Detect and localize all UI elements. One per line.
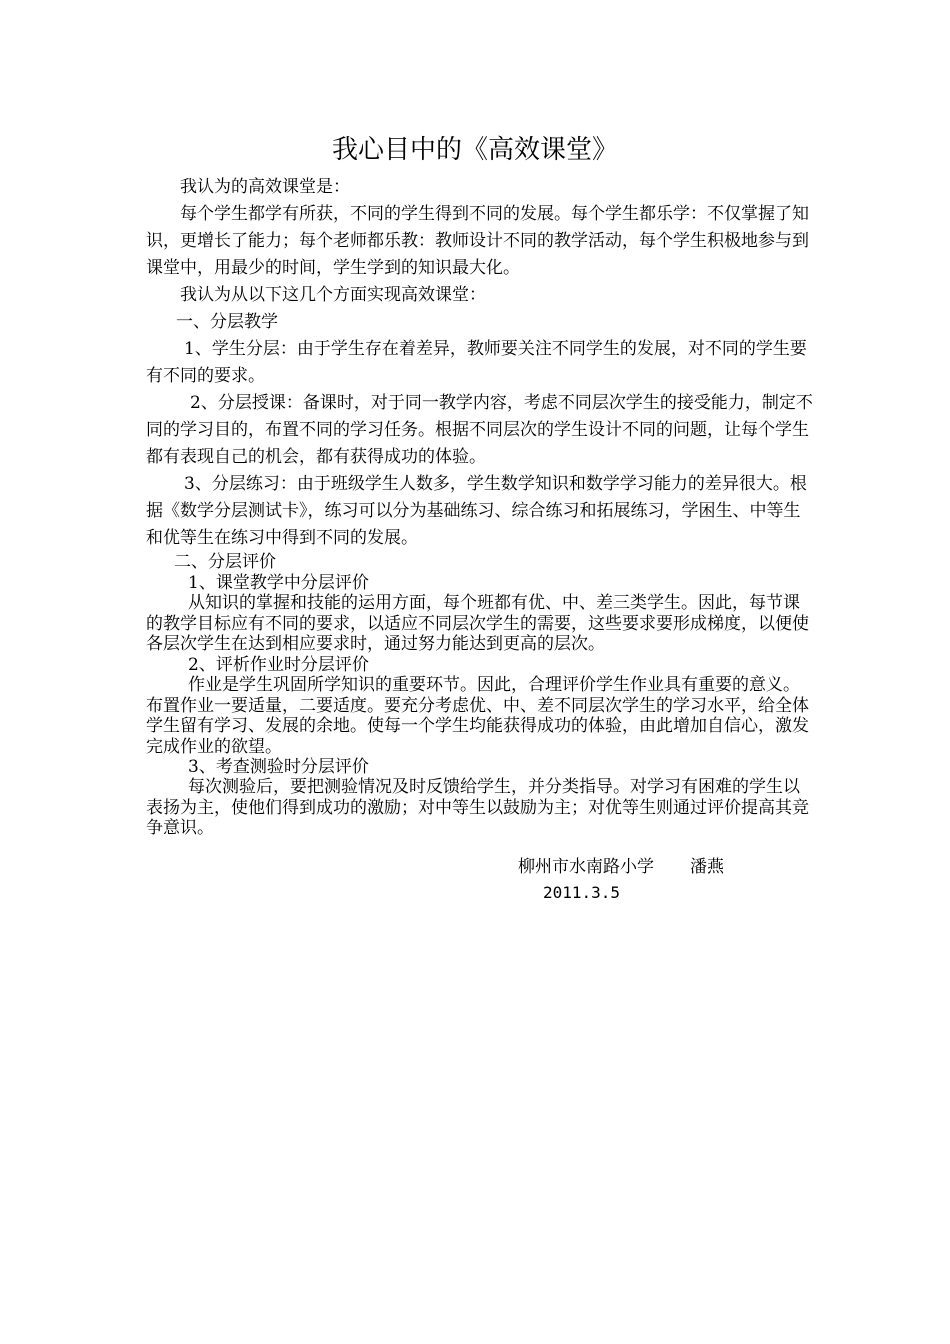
subheading-classroom-evaluation: 1、课堂教学中分层评价 — [188, 573, 369, 593]
document-title: 我心目中的《高效课堂》 — [331, 135, 618, 165]
signature-line — [518, 854, 724, 880]
paragraph-student-layering: 1、学生分层：由于学生存在着差异，教师要关注不同学生的发展，对不同的学生要有不同的要求。 — [146, 339, 807, 386]
signature-school: 柳州市水南路小学 — [518, 857, 654, 877]
paragraph-homework-evaluation: 作业是学生巩固所学知识的重要环节。因此，合理评价学生作业具有重要的意义。布置作业一要适量，二要适度。要充分考虑优、中、差不同层次学生的学习水平，给全体学生留有学习、发展的余地。使每一个学生均能获得成功的体验，由此增加自信心，激发完成作业的欲望。 — [146, 675, 809, 757]
section-heading-layered-teaching: 一、分层教学 — [176, 312, 278, 332]
signature-author: 潘燕 — [690, 857, 724, 877]
paragraph-intro-heading: 我认为的高效课堂是： — [180, 177, 350, 197]
signature-date: 2011.3.5 — [543, 883, 621, 902]
paragraph-layered-lessons: 2、分层授课：备课时，对于同一教学内容，考虑不同层次学生的接受能力，制定不同的学习目的，布置不同的学习任务。根据不同层次的学生设计不同的问题，让每个学生都有表现自己的机会，都有获得成功的体验。 — [146, 393, 813, 467]
paragraph-approach-heading: 我认为从以下这几个方面实现高效课堂： — [180, 285, 486, 305]
paragraph-classroom-evaluation: 从知识的掌握和技能的运用方面，每个班都有优、中、差三类学生。因此，每节课的教学目标应有不同的要求，以适应不同层次学生的需要，这些要求要形成梯度，以便使各层次学生在达到相应要求时，通过努力能达到更高的层次。 — [146, 593, 809, 654]
paragraph-test-evaluation: 每次测验后，要把测验情况及时反馈给学生，并分类指导。对学习有困难的学生以表扬为主，使他们得到成功的激励；对中等生以鼓励为主；对优等生则通过评价提高其竞争意识。 — [146, 777, 809, 838]
paragraph-layered-practice: 3、分层练习：由于班级学生人数多，学生数学知识和数学学习能力的差异很大。根据《数学分层测试卡》，练习可以分为基础练习、综合练习和拓展练习，学困生、中等生和优等生在练习中得到不同的发展。 — [146, 474, 807, 548]
subheading-test-evaluation: 3、考查测验时分层评价 — [188, 757, 369, 777]
section-heading-layered-evaluation: 二、分层评价 — [174, 552, 276, 572]
paragraph-definition: 每个学生都学有所获，不同的学生得到不同的发展。每个学生都乐学：不仅掌握了知识，更增长了能力；每个老师都乐教：教师设计不同的教学活动，每个学生积极地参与到课堂中，用最少的时间，学生学到的知识最大化。 — [146, 204, 809, 278]
subheading-homework-evaluation: 2、评析作业时分层评价 — [188, 655, 369, 675]
